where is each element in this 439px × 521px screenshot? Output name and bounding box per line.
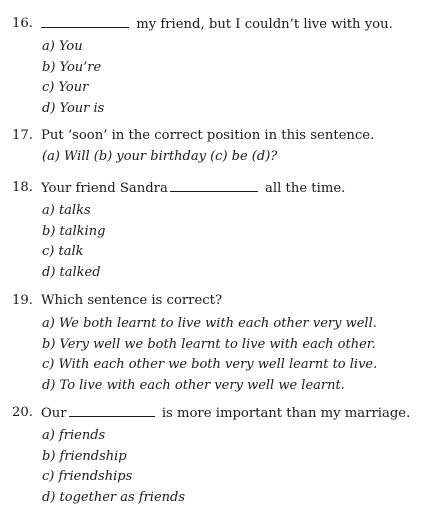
- question-20: [0, 403, 439, 505]
- question-number: 16.: [12, 16, 33, 31]
- question-16: [0, 14, 439, 116]
- question-text: Put ‘soon’ in the correct position in this sentence.: [41, 128, 375, 143]
- option-a[interactable]: a) You: [42, 39, 83, 54]
- question-stem: [0, 14, 439, 34]
- option-a[interactable]: a) We both learnt to live with each other very well.: [42, 316, 377, 331]
- question-17: [0, 126, 439, 168]
- option-d[interactable]: d) talked: [42, 264, 101, 280]
- option-b[interactable]: b) Very well we both learnt to live with each other.: [42, 336, 376, 352]
- answer-options: [42, 201, 439, 283]
- option-d[interactable]: d) Your is: [42, 100, 105, 116]
- answer-blank[interactable]: [41, 14, 129, 28]
- question-text: [41, 178, 345, 199]
- question-text: [41, 14, 393, 35]
- question-stem: [0, 291, 439, 311]
- text-after-blank: my friend, but I couldn’t live with you.: [136, 17, 393, 32]
- text-before-blank: Our: [41, 406, 67, 421]
- question-number: 17.: [12, 128, 33, 143]
- answer-options: [42, 426, 439, 508]
- question-18: [0, 178, 439, 280]
- option-c[interactable]: c) Your: [42, 80, 89, 95]
- question-19: [0, 291, 439, 393]
- option-a[interactable]: a) talks: [42, 203, 91, 218]
- text-after-blank: all the time.: [265, 181, 346, 196]
- text-after-blank: is more important than my marriage.: [161, 406, 411, 421]
- option-b[interactable]: b) You’re: [42, 59, 102, 75]
- inline-position-options[interactable]: (a) Will (b) your birthday (c) be (d)?: [42, 149, 278, 164]
- text-before-blank: Your friend Sandra: [41, 181, 168, 196]
- question-number: 19.: [12, 293, 33, 308]
- answer-options: [42, 314, 439, 396]
- answer-blank[interactable]: [69, 403, 155, 417]
- question-text: Which sentence is correct?: [41, 293, 223, 308]
- question-number: 18.: [12, 180, 33, 195]
- option-a[interactable]: a) friends: [42, 428, 106, 443]
- option-b[interactable]: b) talking: [42, 223, 106, 239]
- answer-blank[interactable]: [170, 178, 258, 192]
- question-stem: [0, 403, 439, 423]
- option-d[interactable]: d) To live with each other very well we learnt.: [42, 377, 345, 393]
- option-d[interactable]: d) together as friends: [42, 489, 186, 505]
- question-text: [41, 403, 410, 424]
- question-number: 20.: [12, 405, 33, 420]
- answer-options: [42, 37, 439, 119]
- question-stem: [0, 178, 439, 198]
- option-b[interactable]: b) friendship: [42, 448, 127, 464]
- option-c[interactable]: c) With each other we both very well learnt to live.: [42, 357, 378, 372]
- option-c[interactable]: c) friendships: [42, 469, 133, 484]
- option-c[interactable]: c) talk: [42, 244, 84, 259]
- question-stem: [0, 126, 439, 146]
